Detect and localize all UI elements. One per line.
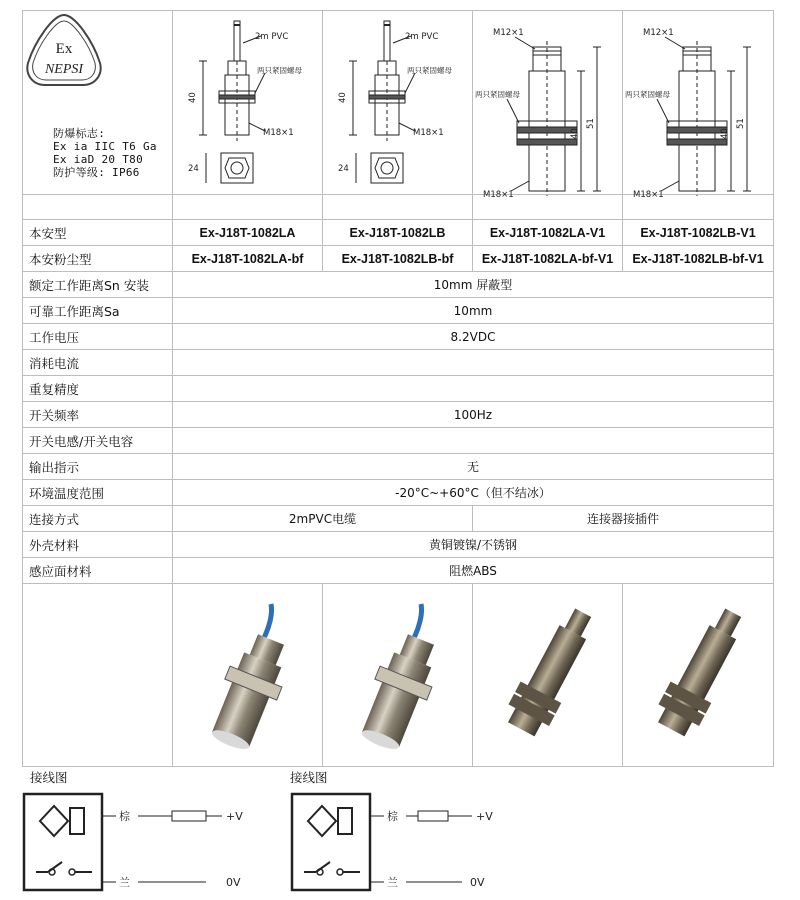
row-face xyxy=(23,558,774,584)
value-repeat xyxy=(173,376,774,402)
row-repeat xyxy=(23,376,774,402)
sensor-cable-image xyxy=(323,584,473,766)
svg-text:2m PVC: 2m PVC xyxy=(405,32,439,42)
row-current xyxy=(23,350,774,376)
row-reliable-distance xyxy=(23,298,774,324)
spec-sheet xyxy=(22,10,773,765)
logo-cell xyxy=(23,11,173,195)
svg-text:两只紧固螺母: 两只紧固螺母 xyxy=(475,90,520,99)
value-connection-cable: 2mPVC电缆 xyxy=(173,506,473,532)
model-dust-2: Ex-J18T-1082LB-bf xyxy=(323,246,473,272)
wiring-schematic xyxy=(290,786,550,896)
photo-connector-la xyxy=(473,584,623,767)
label-connection: 连接方式 xyxy=(23,506,173,532)
svg-text:M18×1: M18×1 xyxy=(413,128,444,138)
svg-text:两只紧固螺母: 两只紧固螺母 xyxy=(407,66,452,75)
model-dust-1: Ex-J18T-1082LA-bf xyxy=(173,246,323,272)
wiring-title: 接线图 xyxy=(290,770,328,785)
value-reliable-distance: 10mm xyxy=(173,298,774,324)
label-frequency: 开关频率 xyxy=(23,402,173,428)
svg-text:兰: 兰 xyxy=(387,876,398,889)
value-voltage: 8.2VDC xyxy=(173,324,774,350)
svg-text:Ex: Ex xyxy=(55,41,73,57)
ex-marking-line2: Ex iaD 20 T80 xyxy=(53,153,143,166)
row-connection xyxy=(23,506,774,532)
model-is-4: Ex-J18T-1082LB-V1 xyxy=(623,220,774,246)
model-is-2: Ex-J18T-1082LB xyxy=(323,220,473,246)
label-face: 感应面材料 xyxy=(23,558,173,584)
svg-text:M12×1: M12×1 xyxy=(493,28,524,38)
svg-text:棕: 棕 xyxy=(387,810,398,823)
svg-text:两只紧固螺母: 两只紧固螺母 xyxy=(625,90,670,99)
protection-grade: 防护等级: IP66 xyxy=(53,166,140,179)
svg-text:两只紧固螺母: 两只紧固螺母 xyxy=(257,66,302,75)
svg-text:NEPSI: NEPSI xyxy=(44,62,84,77)
svg-text:M18×1: M18×1 xyxy=(263,128,294,138)
model-is-1: Ex-J18T-1082LA xyxy=(173,220,323,246)
photo-row xyxy=(23,584,774,767)
ex-marking xyxy=(53,127,157,179)
value-temperature: -20°C~+60°C（但不结冰） xyxy=(173,480,774,506)
value-indicator: 无 xyxy=(173,454,774,480)
wiring-diagram-2 xyxy=(290,768,550,900)
label-reliable-distance: 可靠工作距离Sa xyxy=(23,298,173,324)
ex-marking-label: 防爆标志: xyxy=(53,127,106,140)
svg-text:M18×1: M18×1 xyxy=(633,190,664,200)
sensor-connector-image xyxy=(473,584,623,766)
row-voltage xyxy=(23,324,774,350)
sensor-connector-image xyxy=(623,584,774,766)
value-current xyxy=(173,350,774,376)
svg-text:40: 40 xyxy=(570,128,580,139)
label-temperature: 环境温度范围 xyxy=(23,480,173,506)
svg-text:0V: 0V xyxy=(470,876,485,889)
value-face: 阻燃ABS xyxy=(173,558,774,584)
diagram-connector-la xyxy=(473,11,623,200)
svg-text:0V: 0V xyxy=(226,876,241,889)
svg-text:兰: 兰 xyxy=(119,876,130,889)
photo-cable-lb xyxy=(323,584,473,767)
svg-text:2m PVC: 2m PVC xyxy=(255,32,289,42)
svg-text:+V: +V xyxy=(226,810,243,823)
value-connection-connector: 连接器接插件 xyxy=(473,506,774,532)
row-inductance xyxy=(23,428,774,454)
label-rated-distance: 额定工作距离Sn 安装 xyxy=(23,272,173,298)
label-voltage: 工作电压 xyxy=(23,324,173,350)
svg-text:+V: +V xyxy=(476,810,493,823)
nepsi-logo xyxy=(23,11,105,93)
svg-text:M12×1: M12×1 xyxy=(643,28,674,38)
diagram-cable-la xyxy=(173,11,323,195)
photo-connector-lb xyxy=(623,584,774,767)
svg-text:40: 40 xyxy=(720,128,730,139)
svg-text:棕: 棕 xyxy=(119,810,130,823)
svg-text:M18×1: M18×1 xyxy=(483,190,514,200)
wiring-schematic xyxy=(22,786,282,896)
svg-text:24: 24 xyxy=(338,164,349,174)
row-frequency xyxy=(23,402,774,428)
label-repeat: 重复精度 xyxy=(23,376,173,402)
value-housing: 黄铜镀镍/不锈钢 xyxy=(173,532,774,558)
spec-table xyxy=(22,10,774,767)
diagram-connector-lb xyxy=(623,11,774,200)
label-intrinsic-dust: 本安粉尘型 xyxy=(23,246,173,272)
svg-text:51: 51 xyxy=(586,118,596,129)
model-dust-3: Ex-J18T-1082LA-bf-V1 xyxy=(473,246,623,272)
row-housing xyxy=(23,532,774,558)
sensor-cable-image xyxy=(173,584,323,766)
label-inductance: 开关电感/开关电容 xyxy=(23,428,173,454)
ex-marking-line1: Ex ia IIC T6 Ga xyxy=(53,140,157,153)
value-rated-distance: 10mm 屏蔽型 xyxy=(173,272,774,298)
row-intrinsic-safe xyxy=(23,220,774,246)
wiring-diagram-1 xyxy=(22,768,282,900)
label-current: 消耗电流 xyxy=(23,350,173,376)
wiring-title: 接线图 xyxy=(30,770,68,785)
diagram-cable-lb xyxy=(323,11,473,195)
model-dust-4: Ex-J18T-1082LB-bf-V1 xyxy=(623,246,774,272)
row-temperature xyxy=(23,480,774,506)
label-indicator: 输出指示 xyxy=(23,454,173,480)
photo-cable-la xyxy=(173,584,323,767)
model-is-3: Ex-J18T-1082LA-V1 xyxy=(473,220,623,246)
value-frequency: 100Hz xyxy=(173,402,774,428)
row-rated-distance xyxy=(23,272,774,298)
svg-text:40: 40 xyxy=(338,92,348,103)
value-inductance xyxy=(173,428,774,454)
label-housing: 外壳材料 xyxy=(23,532,173,558)
row-intrinsic-dust xyxy=(23,246,774,272)
row-indicator xyxy=(23,454,774,480)
svg-text:51: 51 xyxy=(736,118,746,129)
svg-text:24: 24 xyxy=(188,164,199,174)
diagram-row xyxy=(23,11,774,195)
label-intrinsic-safe: 本安型 xyxy=(23,220,173,246)
svg-text:40: 40 xyxy=(188,92,198,103)
